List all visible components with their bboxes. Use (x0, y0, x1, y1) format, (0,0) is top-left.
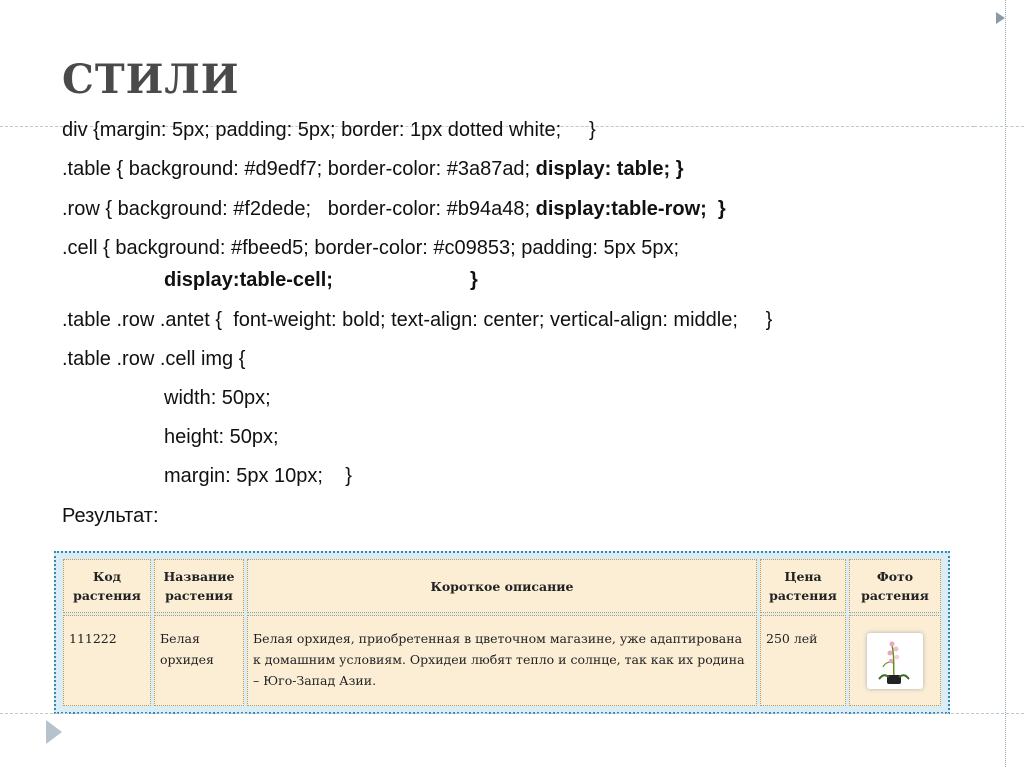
code-line-img: .table .row .cell img { (62, 348, 246, 370)
result-table-container (54, 551, 950, 714)
result-label: Результат: (62, 505, 159, 527)
code-line-row-display: display:table-row; } (535, 198, 726, 220)
slide-arrow-icon (46, 720, 62, 744)
bottom-divider (0, 713, 1024, 714)
cell-photo (849, 615, 941, 706)
code-line-cell: .cell { background: #fbeed5; border-color: #c09853; padding: 5px 5px; (62, 237, 680, 259)
code-line-row-text: .row { background: #f2dede; border-color: #b94a48; (62, 198, 536, 220)
header-description: Короткое описание (247, 559, 757, 613)
right-divider (1005, 0, 1006, 767)
orchid-photo-icon (867, 633, 923, 689)
code-line-row (62, 196, 726, 222)
table-header-row (63, 559, 941, 613)
result-table (60, 557, 944, 708)
cell-name: Белая орхидея (154, 615, 244, 706)
code-line-table-text: .table { background: #d9edf7; border-color: #3a87ad; (62, 158, 536, 180)
code-line-margin: margin: 5px 10px; } (164, 465, 352, 487)
top-arrow-icon (996, 12, 1005, 24)
code-line-cell-display (164, 267, 333, 293)
code-line-cell-close-brace: } (470, 269, 478, 291)
code-line-div: div {margin: 5px; padding: 5px; border: 1px dotted white; } (62, 119, 596, 141)
code-line-height: height: 50px; (164, 426, 279, 448)
header-price: Цена растения (760, 559, 846, 613)
header-name: Название растения (154, 559, 244, 613)
cell-code: 111222 (63, 615, 151, 706)
code-line-cell-close (470, 267, 478, 293)
code-line-antet: .table .row .antet { font-weight: bold; text-align: center; vertical-align: middle; } (62, 309, 773, 331)
header-code: Код растения (63, 559, 151, 613)
code-line-table (62, 156, 683, 182)
title-divider-right (974, 126, 1024, 127)
code-line-width: width: 50px; (164, 387, 271, 409)
cell-price: 250 лей (760, 615, 846, 706)
slide-title: СТИЛИ (62, 56, 240, 103)
table-row (63, 615, 941, 706)
code-line-cell-display-text: display:table-cell; (164, 269, 333, 291)
cell-description: Белая орхидея, приобретенная в цветочном магазине, уже адаптирована к домашним условиям. Орхидеи любят тепло и солнце, так как их родина – Юго-Запад Азии. (247, 615, 757, 706)
code-line-table-display: display: table; } (535, 158, 684, 180)
header-photo: Фото растения (849, 559, 941, 613)
